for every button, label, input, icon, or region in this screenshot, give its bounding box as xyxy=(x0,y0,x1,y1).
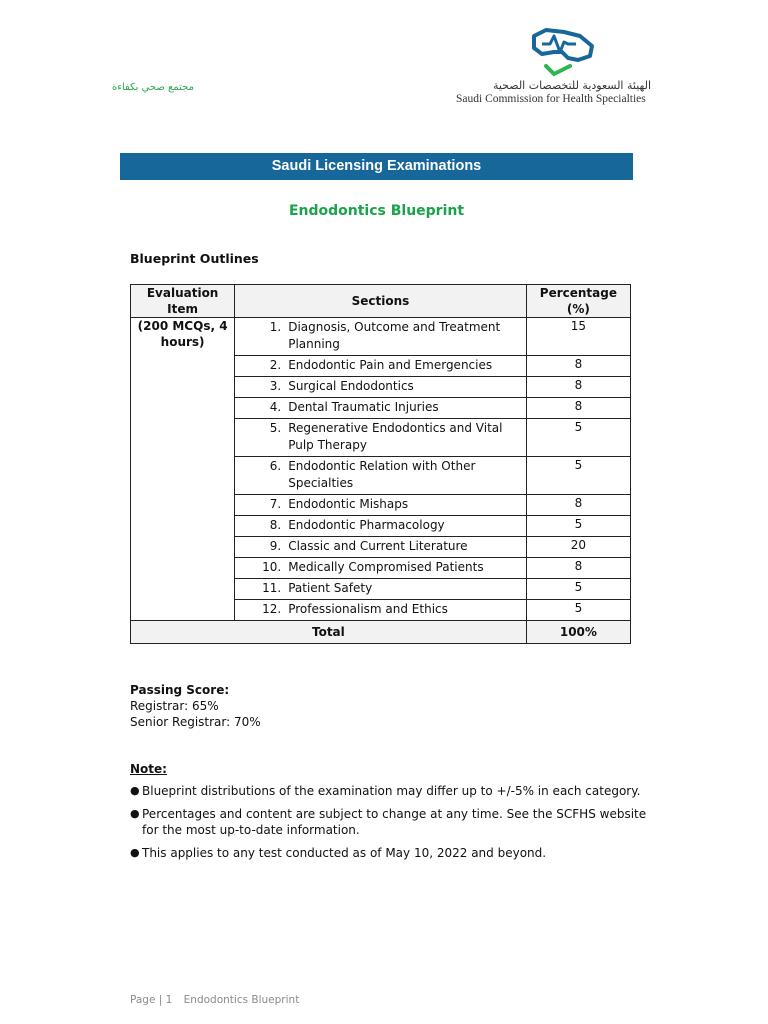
total-value: 100% xyxy=(526,621,630,644)
percentage-cell: 5 xyxy=(526,419,630,457)
note-heading: Note: xyxy=(130,762,167,776)
percentage-cell: 5 xyxy=(526,579,630,600)
org-name-arabic: الهيئة السعودية للتخصصات الصحية xyxy=(492,79,652,92)
section-cell xyxy=(235,398,527,419)
slogan: مجتمع صحي بكفاءة xyxy=(112,82,194,93)
section-cell xyxy=(235,600,527,621)
section-cell xyxy=(235,579,527,600)
section-name: Dental Traumatic Injuries xyxy=(288,400,439,414)
list-item xyxy=(130,783,650,799)
registrar-score: Registrar: 65% xyxy=(130,699,219,713)
section-name: Regenerative Endodontics and Vital Pulp Therapy xyxy=(288,421,503,452)
section-number: 12. xyxy=(262,602,282,616)
section-number: 4. xyxy=(269,400,282,414)
percentage-cell: 5 xyxy=(526,457,630,495)
scfhs-logo-icon xyxy=(528,26,598,80)
section-name: Patient Safety xyxy=(288,581,373,595)
exam-banner: Saudi Licensing Examinations xyxy=(120,153,633,180)
percentage-cell: 5 xyxy=(526,516,630,537)
section-cell xyxy=(235,537,527,558)
bullet-icon: ● xyxy=(130,807,140,820)
note-text: Blueprint distributions of the examination may differ up to +/-5% in each category. xyxy=(142,784,641,798)
percentage-cell: 8 xyxy=(526,495,630,516)
section-cell xyxy=(235,377,527,398)
section-name: Diagnosis, Outcome and Treatment Planning xyxy=(288,320,501,351)
outlines-heading: Blueprint Outlines xyxy=(130,251,259,266)
total-label: Total xyxy=(131,621,527,644)
percentage-cell: 5 xyxy=(526,600,630,621)
note-text: Percentages and content are subject to change at any time. See the SCFHS website for the most up-to-date information. xyxy=(142,807,647,837)
section-number: 5. xyxy=(269,421,282,435)
section-cell xyxy=(235,516,527,537)
section-cell xyxy=(235,318,527,356)
list-item xyxy=(130,845,650,861)
table-header-row xyxy=(131,285,631,318)
percentage-cell: 8 xyxy=(526,377,630,398)
section-cell xyxy=(235,495,527,516)
percentage-cell: 8 xyxy=(526,356,630,377)
section-cell xyxy=(235,558,527,579)
section-number: 6. xyxy=(269,459,282,473)
section-name: Endodontic Pain and Emergencies xyxy=(288,358,493,372)
section-name: Endodontic Mishaps xyxy=(288,497,409,511)
bullet-icon: ● xyxy=(130,846,140,859)
list-item xyxy=(130,806,650,838)
section-name: Professionalism and Ethics xyxy=(288,602,448,616)
section-cell xyxy=(235,419,527,457)
passing-heading: Passing Score: xyxy=(130,683,230,697)
table-row xyxy=(131,318,631,356)
bullet-icon: ● xyxy=(130,784,140,797)
percentage-cell: 15 xyxy=(526,318,630,356)
section-name: Endodontic Relation with Other Specialties xyxy=(288,459,476,490)
section-name: Surgical Endodontics xyxy=(288,379,414,393)
percentage-cell: 8 xyxy=(526,558,630,579)
blueprint-table xyxy=(130,284,631,644)
footer-doc-title: Endodontics Blueprint xyxy=(183,994,300,1006)
section-number: 7. xyxy=(269,497,282,511)
note-section xyxy=(130,762,650,868)
senior-registrar-score: Senior Registrar: 70% xyxy=(130,715,261,729)
page-number: Page | 1 xyxy=(130,994,173,1006)
section-number: 1. xyxy=(269,320,282,334)
section-number: 8. xyxy=(269,518,282,532)
header-sections: Sections xyxy=(235,285,527,318)
header-evaluation-item: Evaluation Item xyxy=(131,285,235,318)
percentage-cell: 8 xyxy=(526,398,630,419)
section-number: 10. xyxy=(262,560,282,574)
page-footer xyxy=(130,994,307,1006)
section-cell xyxy=(235,457,527,495)
note-text: This applies to any test conducted as of May 10, 2022 and beyond. xyxy=(142,846,547,860)
section-number: 3. xyxy=(269,379,282,393)
total-row xyxy=(131,621,631,644)
percentage-cell: 20 xyxy=(526,537,630,558)
table-body xyxy=(131,318,631,644)
section-number: 11. xyxy=(262,581,282,595)
section-name: Classic and Current Literature xyxy=(288,539,468,553)
section-number: 2. xyxy=(269,358,282,372)
note-list xyxy=(130,783,650,861)
section-cell xyxy=(235,356,527,377)
header-percentage: Percentage (%) xyxy=(526,285,630,318)
passing-score xyxy=(130,682,261,730)
org-name-english: Saudi Commission for Health Specialties xyxy=(456,93,646,105)
section-number: 9. xyxy=(269,539,282,553)
section-name: Medically Compromised Patients xyxy=(288,560,484,574)
evaluation-item-cell: (200 MCQs, 4 hours) xyxy=(131,318,235,621)
section-name: Endodontic Pharmacology xyxy=(288,518,445,532)
document-title: Endodontics Blueprint xyxy=(288,203,465,219)
